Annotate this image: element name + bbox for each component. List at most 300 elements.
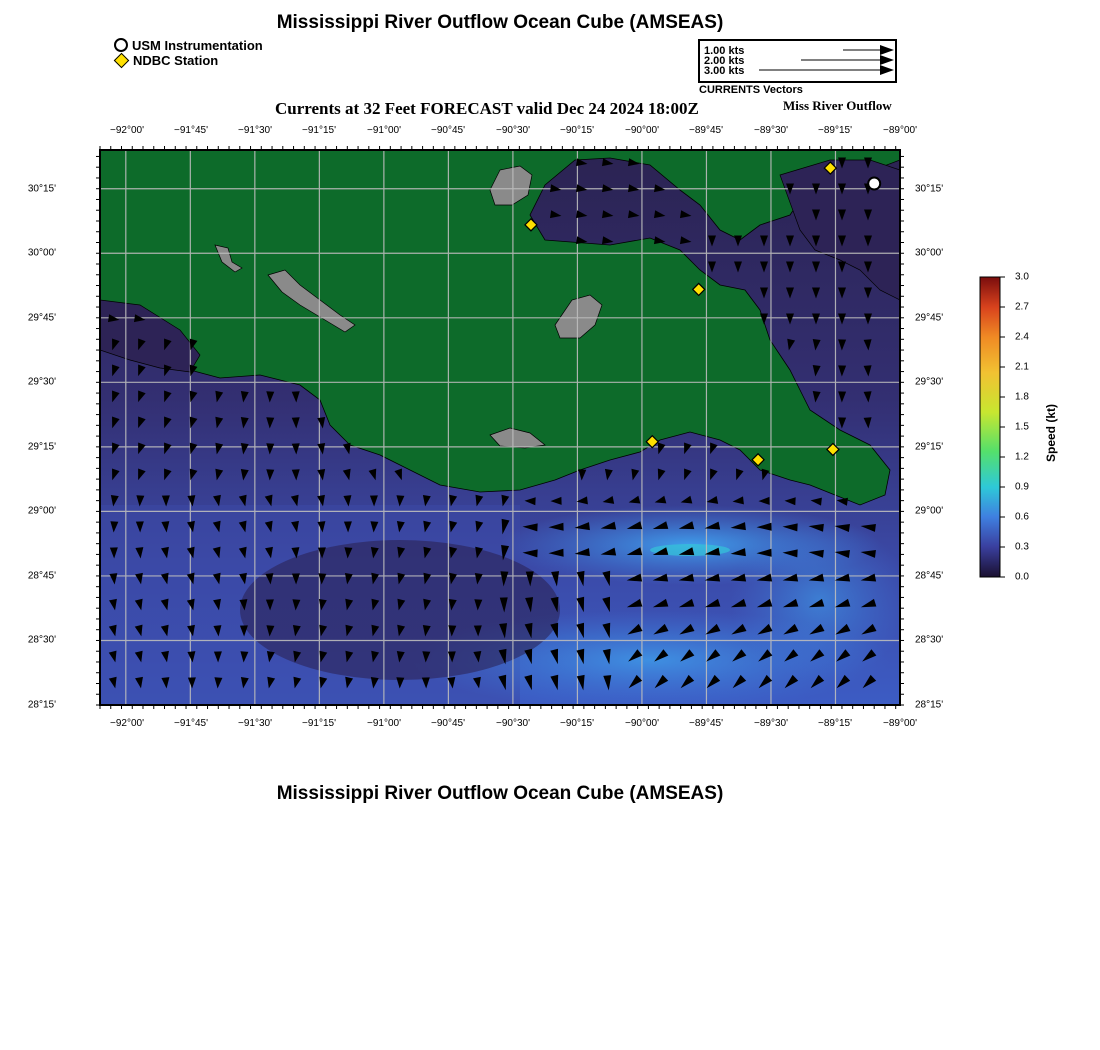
current-arrow (474, 599, 482, 610)
current-arrow (680, 236, 691, 244)
lon-label-bottom: −89°45' (689, 718, 723, 729)
current-arrow (679, 574, 694, 582)
current-arrow (161, 677, 169, 688)
current-arrow (864, 184, 872, 195)
current-arrow (601, 548, 616, 556)
current-arrow (758, 649, 772, 661)
current-arrow (783, 624, 798, 635)
current-arrow (266, 417, 274, 428)
colorbar-tick: 0.3 (1015, 541, 1029, 553)
current-arrow (214, 677, 222, 688)
current-arrow (292, 599, 300, 610)
current-arrow (731, 599, 747, 607)
current-arrow (213, 599, 221, 611)
current-arrow (812, 314, 820, 325)
colorbar-tick: 2.7 (1015, 301, 1029, 313)
current-arrow (213, 495, 221, 507)
current-arrow (759, 497, 770, 505)
ndbc-diamond-icon (114, 52, 130, 68)
current-arrow (317, 495, 325, 507)
lon-label-top: −89°15' (818, 125, 852, 136)
current-arrow (576, 236, 587, 244)
usm-station-marker[interactable] (868, 178, 880, 190)
current-arrow (525, 623, 533, 638)
current-arrow (861, 524, 876, 532)
current-arrow (783, 549, 798, 557)
colorbar-tick: 0.9 (1015, 481, 1029, 493)
current-arrow (525, 497, 536, 505)
current-arrow (628, 210, 639, 218)
current-arrow (731, 624, 746, 635)
current-arrow (655, 675, 669, 688)
current-arrow (705, 624, 720, 635)
current-arrow (318, 573, 326, 584)
current-arrow (111, 495, 119, 506)
current-arrow (550, 210, 561, 218)
current-arrow (809, 624, 824, 635)
current-arrow (138, 468, 146, 480)
current-arrow (760, 288, 768, 299)
current-arrow (319, 651, 327, 663)
current-arrow (762, 469, 770, 481)
current-arrow (681, 496, 693, 504)
current-arrow (809, 574, 824, 582)
current-arrow (601, 522, 616, 530)
current-arrow (267, 677, 275, 689)
current-arrow (602, 184, 613, 192)
current-arrow (838, 365, 846, 376)
current-arrow (602, 623, 610, 639)
current-arrow (501, 545, 509, 560)
current-arrow (240, 651, 248, 662)
current-arrow (786, 314, 794, 325)
current-arrow (112, 390, 120, 402)
current-arrow (658, 443, 666, 455)
current-arrow (500, 597, 508, 612)
current-arrow (733, 496, 744, 504)
current-arrow (138, 416, 146, 428)
current-arrow (266, 625, 274, 636)
current-arrow (371, 599, 379, 611)
current-arrow (317, 443, 325, 454)
current-arrow (576, 649, 584, 665)
current-arrow (523, 523, 538, 531)
current-arrow (785, 675, 799, 688)
lat-label-left: 30°00' (27, 247, 56, 259)
current-arrow (653, 599, 669, 607)
current-arrow (862, 649, 876, 661)
current-arrow (292, 573, 300, 584)
current-arrow (863, 675, 877, 688)
legend-ndbc (114, 52, 218, 68)
colorbar-tick: 0.6 (1015, 511, 1029, 523)
lon-label-bottom: −90°30' (496, 718, 530, 729)
current-arrow (577, 571, 585, 586)
current-arrow (135, 599, 143, 611)
current-arrow (551, 497, 562, 505)
current-arrow (215, 469, 223, 481)
current-arrow (576, 623, 584, 639)
current-arrow (164, 338, 172, 350)
lon-label-bottom: −91°00' (367, 718, 401, 729)
current-arrow (733, 675, 747, 688)
lat-label-right: 29°00' (915, 505, 944, 517)
current-arrow (757, 574, 772, 582)
lon-label-top: −89°00' (883, 125, 917, 136)
current-arrow (239, 547, 247, 559)
ndbc-station-marker[interactable] (693, 283, 705, 295)
lon-label-top: −91°15' (302, 125, 336, 136)
current-arrow (475, 495, 483, 507)
ndbc-station-marker[interactable] (646, 436, 658, 448)
current-arrow (835, 599, 851, 607)
current-arrow (499, 623, 507, 638)
lon-label-top: −90°45' (431, 125, 465, 136)
current-arrow (317, 521, 325, 532)
current-arrow (215, 391, 223, 403)
lat-label-right: 28°45' (915, 570, 944, 582)
current-arrow (812, 262, 820, 273)
current-arrow (135, 573, 143, 585)
current-arrow (190, 469, 198, 481)
current-arrow (371, 625, 379, 637)
current-arrow (628, 184, 639, 192)
current-arrow (526, 571, 534, 586)
current-arrow (164, 442, 172, 454)
current-arrow (734, 262, 742, 273)
current-arrow (576, 158, 587, 166)
current-arrow (523, 549, 538, 557)
current-arrow (576, 184, 587, 192)
current-arrow (190, 443, 198, 455)
lake-verret (268, 270, 355, 332)
coastal-water (100, 300, 200, 372)
current-arrow (188, 677, 196, 688)
current-arrow (473, 651, 481, 662)
current-arrow (525, 597, 533, 612)
current-arrow (265, 495, 273, 507)
current-arrow (838, 417, 846, 428)
current-arrow (708, 236, 716, 247)
current-arrow (864, 417, 872, 428)
current-arrow (679, 624, 694, 635)
current-arrow (603, 649, 611, 664)
current-arrow (345, 651, 353, 663)
current-arrow (809, 550, 824, 558)
current-arrow (449, 599, 457, 610)
current-arrow (319, 677, 327, 689)
lon-label-top: −91°00' (367, 125, 401, 136)
current-arrow (109, 625, 117, 637)
current-arrow (397, 599, 405, 611)
current-arrow (214, 651, 222, 662)
current-arrow (319, 599, 327, 610)
current-arrow (265, 573, 273, 584)
current-arrow (241, 677, 249, 688)
current-arrow (370, 521, 378, 532)
legend-ndbc-label: NDBC Station (133, 52, 219, 68)
current-arrow (266, 599, 274, 610)
current-arrow (759, 675, 773, 688)
current-arrow (190, 417, 198, 429)
coastal-water (780, 160, 900, 300)
current-arrow (344, 547, 352, 558)
graticule (100, 150, 900, 705)
lake-pontchartrain (490, 166, 532, 205)
current-arrow (710, 468, 718, 480)
current-arrow (731, 574, 746, 582)
current-arrow (653, 521, 669, 529)
current-arrow (109, 573, 117, 584)
lake-small (215, 245, 242, 272)
current-arrow (731, 522, 746, 530)
current-arrow (654, 210, 665, 218)
current-arrow (679, 599, 695, 607)
current-arrow (448, 651, 456, 662)
lon-label-top: −90°15' (560, 125, 594, 136)
current-arrow (110, 547, 118, 558)
current-arrow (549, 523, 564, 531)
current-arrow (653, 574, 668, 582)
current-arrow (684, 442, 692, 454)
current-arrow (241, 391, 249, 402)
current-arrow (319, 625, 327, 637)
current-arrow (524, 675, 532, 691)
current-arrow (265, 547, 273, 559)
current-arrow (449, 573, 457, 585)
lat-label-left: 29°30' (27, 376, 56, 388)
ndbc-station-marker[interactable] (525, 219, 537, 231)
current-arrow (813, 339, 821, 350)
usm-circle-icon (114, 38, 128, 52)
current-arrow (605, 469, 613, 480)
current-arrow (838, 236, 846, 247)
current-arrow (215, 443, 223, 455)
ndbc-station-marker[interactable] (824, 162, 836, 174)
current-arrow (422, 677, 430, 688)
current-arrow (710, 442, 718, 454)
current-arrow (241, 469, 249, 480)
current-arrow (423, 521, 431, 533)
current-arrow (627, 624, 642, 635)
current-arrow (783, 574, 798, 582)
current-arrow (109, 651, 117, 663)
lat-label-right: 29°45' (915, 312, 944, 324)
lat-label-left: 29°15' (27, 441, 56, 453)
current-arrow (136, 495, 144, 506)
current-arrow (291, 495, 299, 507)
current-arrow (135, 625, 143, 637)
current-arrow (317, 417, 325, 428)
current-arrow (653, 624, 668, 635)
ndbc-station-marker[interactable] (752, 454, 764, 466)
current-arrow (653, 547, 669, 555)
current-arrow (213, 625, 221, 636)
colorbar-label: Speed (kt) (1044, 403, 1058, 462)
current-arrow (265, 521, 273, 533)
current-arrow (292, 417, 300, 428)
current-arrow (864, 236, 872, 247)
lon-label-bottom: −91°15' (302, 718, 336, 729)
current-arrow (835, 550, 850, 558)
current-arrow (603, 496, 615, 504)
lon-label-bottom: −89°30' (754, 718, 788, 729)
current-arrow (757, 549, 772, 557)
current-arrow (370, 495, 378, 506)
legend-usm-label: USM Instrumentation (132, 37, 263, 53)
current-arrow (835, 574, 850, 582)
current-arrow (838, 391, 846, 402)
current-arrow (861, 550, 876, 558)
current-arrow (577, 675, 585, 690)
current-arrow (812, 288, 820, 299)
colorbar-tick: 1.5 (1015, 421, 1029, 433)
legend-usm (114, 37, 263, 53)
station-markers (525, 162, 880, 466)
current-arrow (161, 573, 169, 585)
map-tag: Miss River Outflow (783, 98, 892, 113)
current-arrow (499, 649, 507, 664)
current-arrow (475, 547, 483, 559)
current-arrow (161, 651, 169, 663)
current-arrow (369, 469, 377, 481)
current-arrow (213, 547, 221, 559)
current-arrow (838, 184, 846, 195)
current-arrow (631, 469, 639, 481)
vector-key-row-1: 1.00 kts (704, 45, 745, 57)
lon-label-top: −89°45' (689, 125, 723, 136)
current-arrow (423, 495, 431, 506)
current-arrow (187, 651, 195, 662)
current-arrow (549, 549, 564, 557)
current-arrow (786, 262, 794, 273)
current-arrow (448, 625, 456, 636)
colorbar-tick: 2.4 (1015, 331, 1029, 343)
current-arrow (161, 547, 169, 559)
current-arrow (837, 675, 851, 688)
current-arrow (112, 468, 120, 480)
current-arrow (239, 495, 247, 507)
current-arrow (345, 599, 353, 611)
ndbc-station-marker[interactable] (827, 443, 839, 455)
current-arrow (423, 573, 431, 585)
current-arrow (864, 391, 872, 402)
current-arrow (810, 649, 824, 661)
current-arrow (628, 158, 639, 166)
current-arrow (267, 651, 275, 662)
current-arrow (108, 314, 119, 322)
current-arrow (187, 521, 195, 533)
lon-label-bottom: −92°00' (110, 718, 144, 729)
lat-label-left: 28°45' (27, 570, 56, 582)
current-arrow (293, 677, 301, 689)
current-arrow (576, 210, 587, 218)
current-arrow (109, 677, 117, 689)
colorbar-tick: 2.1 (1015, 361, 1029, 373)
current-arrow (658, 469, 666, 481)
lon-label-top: −90°00' (625, 125, 659, 136)
lon-label-bottom: −90°45' (431, 718, 465, 729)
current-arrow (135, 651, 143, 663)
current-arrow (629, 496, 641, 504)
lon-label-top: −91°30' (238, 125, 272, 136)
current-arrow (239, 573, 247, 585)
lat-label-left: 29°00' (27, 505, 56, 517)
current-arrow (681, 675, 695, 688)
current-arrow (705, 599, 721, 607)
current-arrow (135, 677, 143, 689)
current-arrow (318, 547, 326, 558)
sea-area (100, 150, 900, 705)
current-arrow (397, 521, 405, 532)
current-arrow (164, 416, 172, 428)
current-arrow (475, 573, 483, 584)
current-arrow (112, 338, 120, 350)
lon-label-bottom: −91°45' (174, 718, 208, 729)
current-arrow (783, 523, 798, 531)
current-arrow (423, 599, 431, 611)
lon-label-top: −89°30' (754, 125, 788, 136)
current-arrow (447, 677, 455, 688)
current-arrow (629, 675, 643, 688)
current-arrow (292, 443, 300, 454)
current-arrow (161, 521, 169, 532)
current-arrow (838, 288, 846, 299)
current-arrow (705, 522, 720, 530)
current-arrow (164, 390, 172, 402)
current-arrow (500, 571, 508, 586)
current-arrow (864, 314, 872, 325)
current-arrow (861, 624, 876, 635)
current-arrow (397, 625, 405, 637)
lat-label-right: 30°15' (915, 183, 944, 195)
current-arrow (138, 390, 146, 402)
current-arrow (136, 521, 144, 532)
current-arrow (680, 649, 694, 661)
current-arrow (786, 288, 794, 299)
current-arrow (627, 574, 642, 582)
current-arrow (708, 262, 716, 273)
current-arrow (164, 468, 172, 480)
current-arrow (449, 547, 457, 559)
page-title-repeat: Mississippi River Outflow Ocean Cube (AMSEAS) (276, 783, 724, 804)
current-arrow (627, 547, 643, 555)
current-arrow (292, 391, 300, 402)
current-arrow (838, 314, 846, 325)
current-arrow (190, 391, 198, 403)
current-arrow (864, 210, 872, 221)
current-arrow (134, 314, 145, 322)
current-arrow (266, 443, 274, 454)
current-arrow (576, 597, 584, 613)
lat-label-left: 29°45' (27, 312, 56, 324)
lat-label-right: 29°30' (915, 376, 944, 388)
current-arrow (293, 651, 301, 663)
fast-current-band (500, 505, 880, 585)
current-arrow (344, 521, 352, 532)
lat-label-right: 28°15' (915, 699, 944, 711)
current-arrow (706, 649, 720, 661)
vector-key-row-2: 2.00 kts (704, 55, 745, 67)
current-arrow (397, 547, 405, 559)
current-arrow (813, 391, 821, 402)
current-arrow (786, 236, 794, 247)
current-arrow (760, 262, 768, 273)
current-arrow (239, 599, 247, 610)
lon-label-bottom: −90°15' (560, 718, 594, 729)
current-arrow (240, 625, 248, 636)
current-arrow (266, 391, 274, 402)
